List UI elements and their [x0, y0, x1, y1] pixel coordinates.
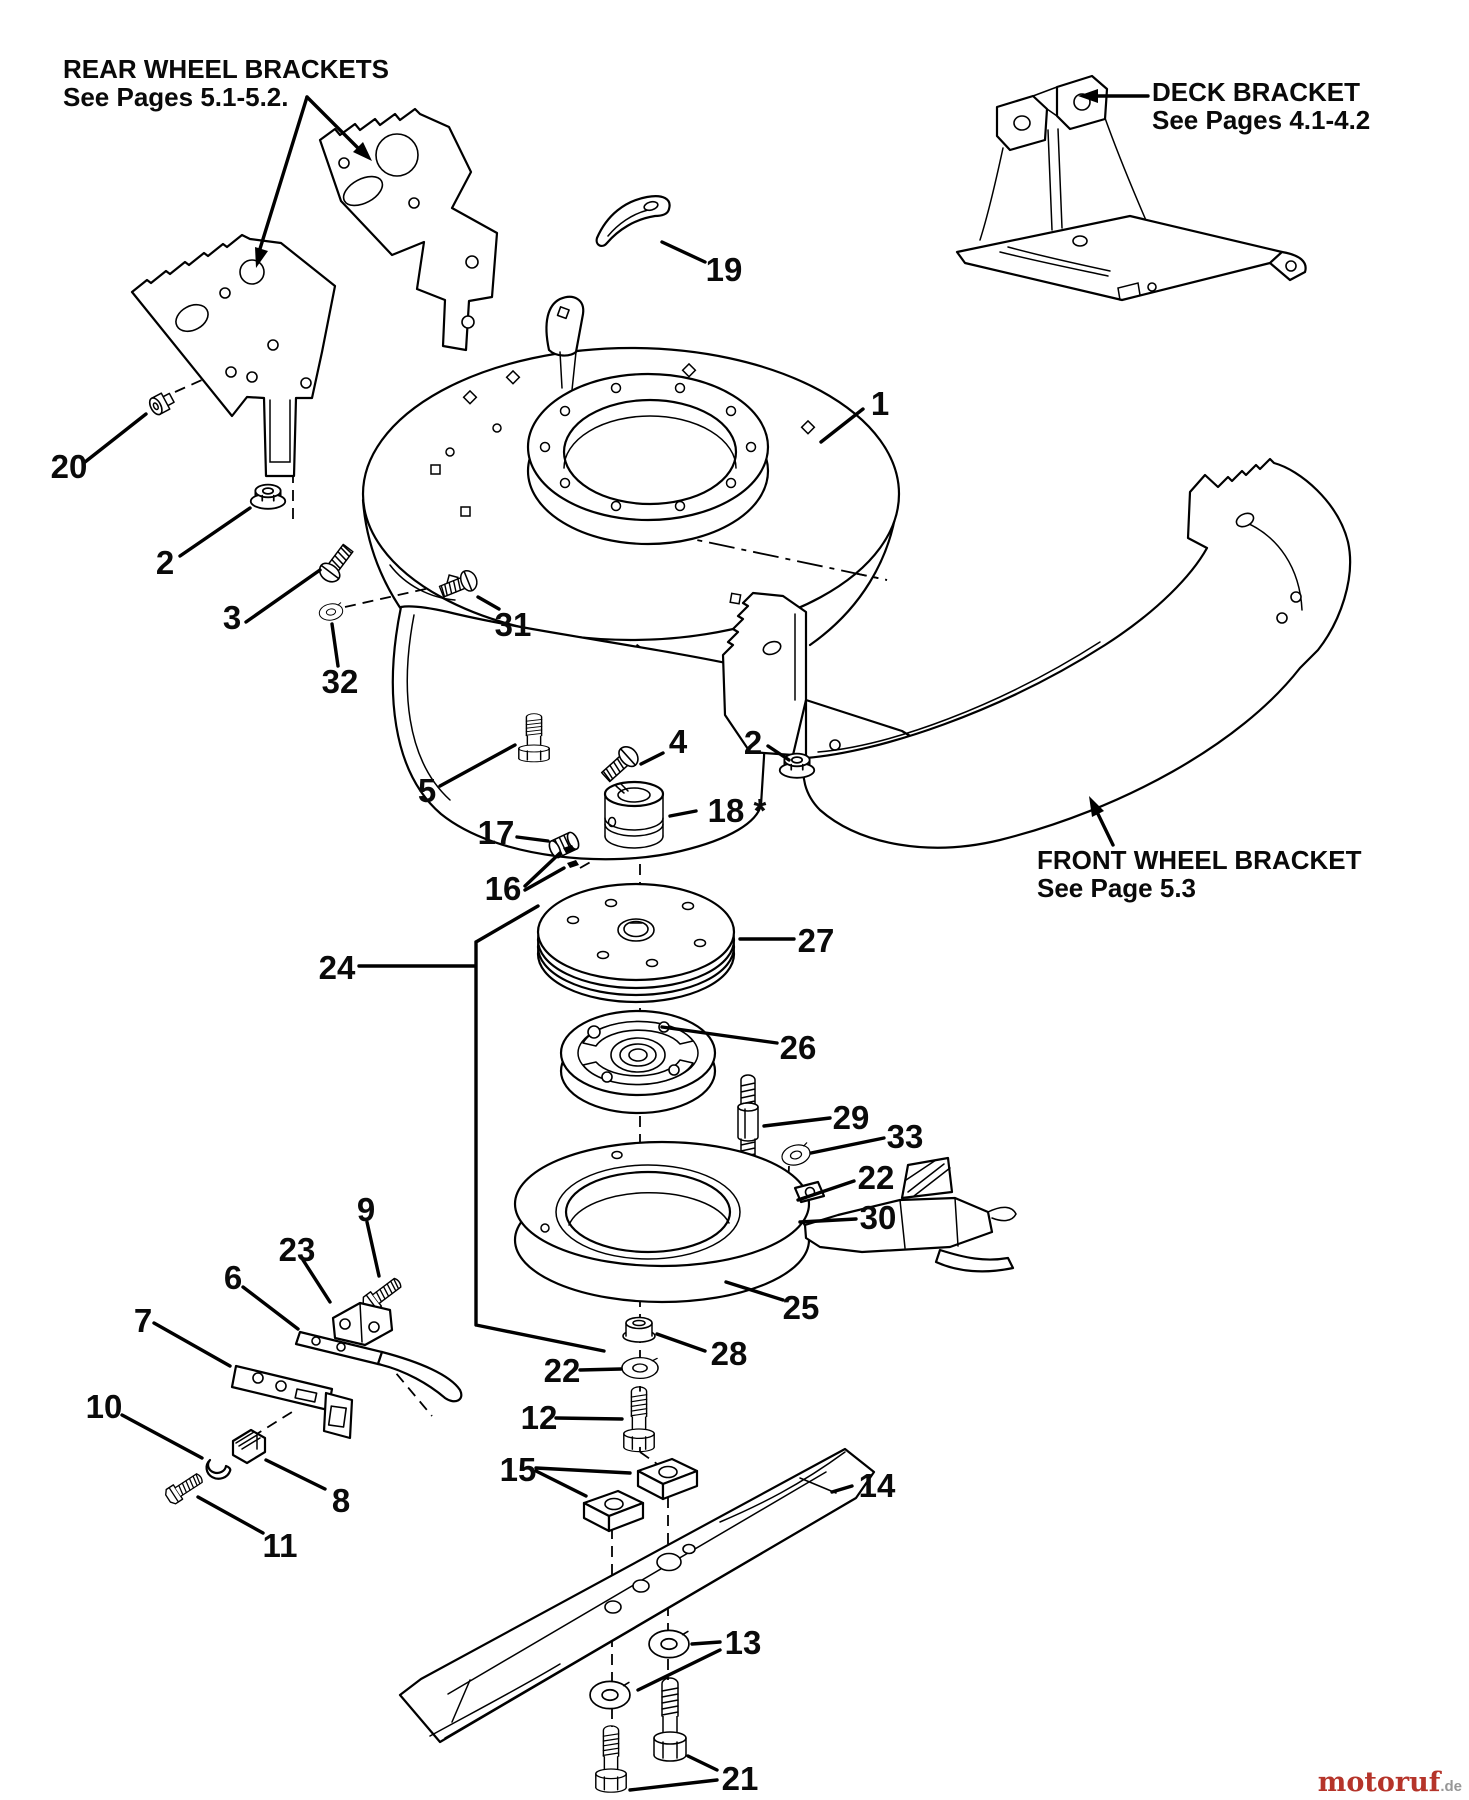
deck-bracket-note-line2: See Pages 4.1-4.2 [1152, 105, 1371, 135]
rear-brackets-note-line1: REAR WHEEL BRACKETS [63, 54, 389, 84]
part-label-27: 27 [797, 922, 835, 959]
part-label-29: 29 [832, 1099, 870, 1136]
part-label-30: 30 [859, 1199, 897, 1236]
part-label-14: 14 [858, 1467, 896, 1504]
watermark-suffix: .de [1440, 1778, 1462, 1795]
rear-wheel-bracket-left [132, 235, 335, 476]
trunnion-part-15-a [638, 1459, 697, 1499]
watermark [1318, 1767, 1462, 1798]
part-label-2-right: 2 [743, 724, 763, 761]
part-label-9: 9 [356, 1191, 376, 1228]
washer-part-13-b [590, 1681, 630, 1708]
part-label-2-left: 2 [155, 544, 175, 581]
pulley-part-27 [538, 884, 734, 1002]
part-label-31: 31 [494, 606, 532, 643]
part-label-32: 32 [321, 663, 359, 700]
part-label-25: 25 [782, 1289, 820, 1326]
part-label-16: 16 [484, 870, 522, 907]
part-label-7: 7 [133, 1302, 153, 1339]
front-bracket-note-line2: See Page 5.3 [1037, 873, 1196, 903]
clip-part-10 [207, 1460, 231, 1479]
bolt-part-12 [624, 1387, 654, 1452]
washer-part-22-lower [622, 1358, 658, 1379]
part-label-13: 13 [724, 1624, 762, 1661]
part-label-4: 4 [668, 723, 688, 760]
part-label-12: 12 [520, 1399, 558, 1436]
front-bracket-note-line1: FRONT WHEEL BRACKET [1037, 845, 1362, 875]
key-part-8 [233, 1430, 265, 1463]
flange-nut-part-2-left [251, 485, 286, 509]
part-label-18: 18 * [707, 792, 767, 829]
part-label-28: 28 [710, 1335, 748, 1372]
part-label-6: 6 [223, 1259, 243, 1296]
part-label-17: 17 [477, 814, 515, 851]
rear-brackets-note-line2: See Pages 5.1-5.2. [63, 82, 289, 112]
part-label-11: 11 [262, 1527, 298, 1564]
part-label-33: 33 [886, 1118, 924, 1155]
socket-screw-part-20 [147, 390, 176, 417]
bracket-part-23 [333, 1303, 392, 1345]
bolt-part-21-b [596, 1726, 626, 1792]
chute-guard-part-19 [597, 196, 670, 246]
spacer-part-28 [623, 1318, 655, 1343]
part-label-1: 1 [870, 385, 890, 422]
clutch-part-26 [561, 1011, 715, 1113]
part-label-22-upper: 22 [857, 1159, 895, 1196]
screw-part-3 [316, 541, 357, 585]
blade-part-14 [400, 1449, 874, 1742]
part-label-26: 26 [779, 1029, 817, 1066]
part-label-20: 20 [50, 448, 88, 485]
watermark-brand: motoruf [1317, 1767, 1441, 1798]
plate-part-7 [232, 1366, 352, 1438]
rear-wheel-bracket-right [320, 109, 497, 350]
part-label-10: 10 [85, 1388, 123, 1425]
part-label-8: 8 [331, 1482, 351, 1519]
trunnion-part-15-b [584, 1491, 643, 1531]
part-label-23: 23 [278, 1231, 316, 1268]
part-label-24: 24 [318, 949, 356, 986]
brake-ring-part-25 [515, 1142, 1016, 1302]
part-label-19: 19 [705, 251, 743, 288]
part-label-21: 21 [721, 1760, 759, 1797]
washer-part-13-a [649, 1630, 689, 1657]
bolt-part-21-a [654, 1678, 686, 1761]
bolt-part-11 [163, 1470, 205, 1506]
part-label-22-lower: 22 [543, 1352, 581, 1389]
washer-part-32 [318, 602, 344, 622]
part-label-5: 5 [417, 772, 437, 809]
part-label-15: 15 [499, 1451, 537, 1488]
washer-part-33 [780, 1142, 813, 1168]
part-label-3: 3 [222, 599, 242, 636]
deck-bracket-note-line1: DECK BRACKET [1152, 77, 1360, 107]
